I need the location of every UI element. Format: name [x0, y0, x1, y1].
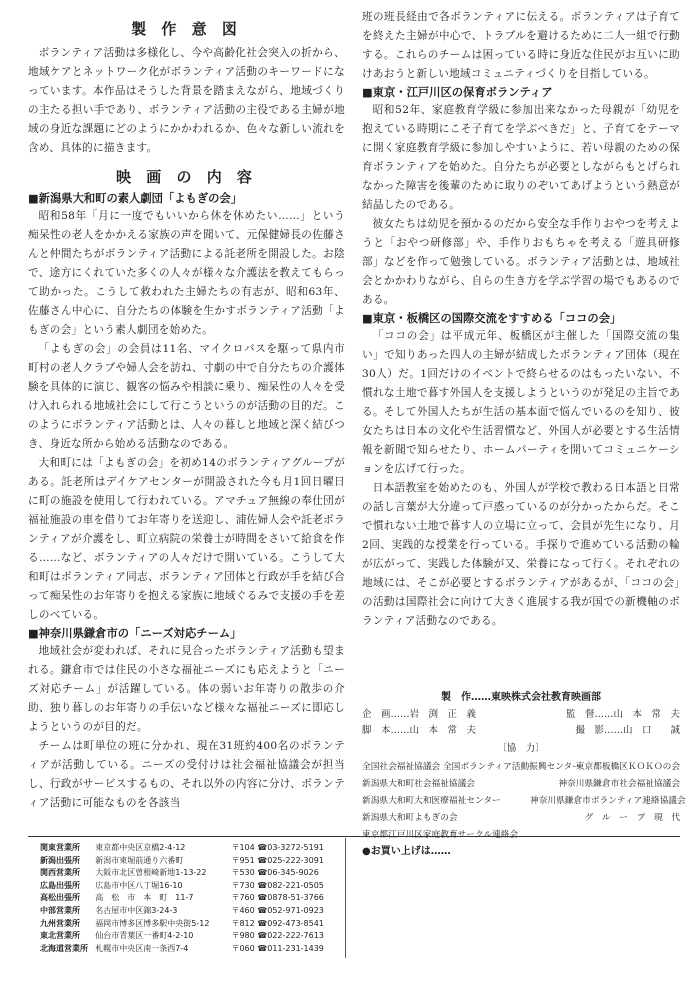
office-row [40, 842, 340, 855]
office-address: 広島市中区八丁堀16-10 [95, 880, 183, 890]
office-name: 中部営業所 [40, 905, 80, 915]
office-name: 広島出張所 [40, 880, 80, 890]
org-name: 新潟県大和町大和医療福祉センター [362, 796, 501, 806]
supervision-credit: 監 督……山 本 常 夫 [565, 709, 680, 720]
office-tel: 〒951 ☎025-222-3091 [231, 855, 324, 865]
section-heading-kamakura: ■神奈川県鎌倉市の「ニーズ対応チーム」 [28, 627, 242, 640]
office-address: 東京都中央区京橋2-4-12 [95, 843, 186, 852]
office-address: 新潟市東堀前通り六番町 [95, 855, 184, 865]
camera-credit: 撮 影……山 口 誠 [575, 725, 680, 736]
divider [28, 836, 680, 837]
office-tel: 〒980 ☎022-222-7613 [231, 931, 324, 941]
paragraph: 彼女たちは幼児を預かるのだから安全な手作りおやつを考えようと「おやつ研修部」や、手作りおもちゃを考える「遊具研修部」などを作って勉強している。ボランティア活動とは、地域社会とかかわりながら、自らの生き方を学ぶ学習の場でもあるのである。 [362, 218, 680, 306]
office-tel: 〒460 ☎052-971-0923 [231, 905, 324, 915]
office-tel: 〒730 ☎082-221-0505 [231, 880, 324, 890]
office-list [40, 842, 340, 955]
office-row [40, 930, 340, 943]
script-credit: 脚 本……山 本 常 夫 [362, 725, 477, 736]
paragraph: チームは町単位の班に分かれ、現在31班約400名のボランティアが活動している。ニーズの受付けは社会福祉協議会が担当し、行政がサービスするもの、それ以外の内容に分け、ボランティア活動に可能なものを各該当 [28, 740, 345, 809]
office-row [40, 892, 340, 905]
paragraph: 昭和58年「月に一度でもいいから休を休めたい……」という痴呆性の老人をかかえる家族の声を聞いて、元保健婦長の佐藤さんと仲間たちがボランティア活動による託老所を開設した。お陰で、途方にくれていた多くの人々が様々な介護法を教えてもらって助かった。こうして救われた主婦たちの有志が、昭和63年、佐藤さん中心に、自分たちの体験を生かすボランティア活動「よもぎの会」という素人劇団を始めた。 [28, 210, 345, 336]
office-row [40, 905, 340, 918]
office-address: 札幌市中央区南一条西7-4 [95, 943, 189, 953]
section-heading-yomogi: ■新潟県大和町の素人劇団「よもぎの会」 [28, 192, 243, 205]
section-heading-edogawa: ■東京・江戸川区の保育ボランティア [362, 86, 553, 99]
office-address: 高 松 市 本 町 11-7 [95, 893, 194, 903]
office-row [40, 867, 340, 880]
office-name: 九州営業所 [40, 918, 80, 928]
org-name: 東京都板橋区ＫＯＫＯの会 [575, 762, 680, 772]
office-name: 関東営業所 [40, 843, 80, 852]
intent-text: ボランティア活動は多様化し、今や高齢化社会突入の折から、地域ケアとネットワーク化がボランティア活動のキーワードになっています。本作品はそうした背景を踏まえながら、地域づくりの主たる担い手であり、ボランティア活動の主役である主婦が地域の身近な課題にどのようにかかわれるか、色々な新しい流れを含め、具体的に描きます。 [28, 47, 345, 154]
office-tel: 〒060 ☎011-231-1439 [231, 943, 324, 953]
org-name: 神奈川県鎌倉市社会福祉協議会 [558, 779, 680, 789]
paragraph: 昭和52年、家庭教育学級に参加出来なかった母親が「幼児を抱えている時期にこそ子育てを学ぶべきだ」と、子育てをテーマに開く家庭教育学級に参加しやすいように、若い母親のための保育ボランティアを始めた。自分たちが必要としながらもとげられなかった障害を後輩のために取りのぞいてあげようという熱意が結晶したのである。 [362, 104, 680, 211]
divider-vertical [345, 838, 346, 958]
section-heading-itabashi: ■東京・板橋区の国際交流をすすめる「ココの会」 [362, 312, 622, 325]
paragraph: 「よもぎの会」の会員は11名、マイクロバスを駆って県内市町村の老人クラブや婦人会を訪ね、寸劇の中で自分たちの介護体験を具体的に演じ、観客の悩みや相談に乗り、痴呆性の人々を受け入れられる地域社会にして行こうというのが活動の目的だ。このようにボランティア活動とは、人々の暮しと地域と深く結びつき、身近な所から始める活動なのである。 [28, 343, 345, 450]
office-name: 東北営業所 [40, 931, 80, 941]
office-address: 福岡市博多区博多駅中央街5-12 [95, 918, 210, 928]
org-name: 神奈川県鎌倉市ボランティア連絡協議会 [530, 796, 686, 806]
office-name: 高松出張所 [40, 893, 80, 903]
office-address: 大阪市北区曽根崎新地1-13-22 [95, 868, 207, 878]
org-name: 新潟県大和町社会福祉協議会 [362, 779, 475, 789]
credits-block [362, 688, 686, 844]
purchase-label: ●お買い上げは…… [362, 846, 451, 857]
office-name: 北海道営業所 [40, 943, 88, 953]
office-tel: 〒760 ☎0878-51-3766 [231, 893, 324, 903]
right-column [362, 0, 680, 631]
office-tel: 〒530 ☎06-345-9026 [231, 868, 319, 878]
office-address: 仙台市青葉区一番町4-2-10 [95, 931, 194, 941]
office-address: 名古屋市中区錦3-24-3 [95, 905, 178, 915]
paragraph: 大和町には「よもぎの会」を初め14のボランティアグループがある。託老所はデイケアセンターが開設された今も月1回日曜日に町の施設を使用して行われている。アマチュア無線の奉仕団が福祉施設の車を借りてお年寄りを送迎し、浦佐婦人会や託老ボランティアが介護をし、町立病院の栄養士が時間をさいて給食を作る……など、ボランティアの人々だけで開いている。こうして大和町はボランティア同志、ボランティア団体と行政が手を結び合って痴呆性のお年寄りを抱える家族に地域ぐるみで支援の手を差しのべている。 [28, 457, 345, 621]
org-name: 新潟県大和町よもぎの会 [362, 813, 458, 823]
office-row [40, 918, 340, 931]
office-row [40, 855, 340, 868]
paragraph: 地域社会が変われば、それに見合ったボランティア活動も望まれる。鎌倉市では住民の小さな福祉ニーズにも応えようと「ニーズ対応チーム」が活躍している。体の弱いお年寄りの散歩の介助、独り暮しのお年寄りの手伝いなど様々な福祉ニーズに即応しようというのが目的だ。 [28, 645, 345, 733]
paragraph: 「ココの会」は平成元年、板橋区が主催した「国際交流の集い」で知りあった四人の主婦が結成したボランティア団体（現在30人）だ。1回だけのイベントで終らせるのはもったいない、不慣れな土地で暮す外国人を支援しようというのが発足の主旨である。そして外国人たちが生活の基本面で悩んでいるのを知り、彼女たちは日本の文化や生活習慣など、外国人が必要とする生活情報を新聞で知らせたり、ホームパーティを開いてコミュニケーションを広げて行った。 [362, 330, 680, 475]
org-name: 全国社会福祉協議会 全国ボランティア活動振興センター [362, 762, 581, 772]
left-column [28, 0, 345, 813]
paragraph: 日本語教室を始めたのも、外国人が学校で教わる日本語と日常の話し言葉が大分違って戸惑っているのが分かったからだ。そこで慣れない土地で暮す人の立場に立って、会員が先生になり、月2回、実践的な授業を行っている。手探りで進めている活動の輪が広がって、実践した体験が又、栄養になって行く。それぞれの地域には、そこが必要とするボランティアがあるが、「ココの会」の活動は国際社会に向けて大きく進展する我が国での新機軸のボランティア活動なのである。 [362, 482, 680, 627]
org-name: 東京都江戸川区家庭教育サークル連絡会 [362, 830, 519, 840]
office-row [40, 943, 340, 956]
office-tel: 〒812 ☎092-473-8541 [231, 918, 324, 928]
cooperation-label: 〔協 力〕 [497, 743, 545, 754]
intent-title: 製 作 意 図 [131, 20, 242, 38]
production-credit: 製 作……東映株式会社教育映画部 [441, 692, 601, 703]
paragraph: 班の班長経由で各ボランティアに伝える。ボランティアは子育てを終えた主婦が中心で、トラブルを避けるために二人一組で行動する。これらのチームは困っている時に身近な住民がお互いに助けあおうと新しい地域コミュニティづくりを目指している。 [362, 11, 680, 80]
content-title: 映 画 の 内 容 [116, 168, 257, 186]
org-name: グ ル ー プ 現 代 [584, 813, 680, 823]
planning-credit: 企 画……岩 渕 正 義 [362, 709, 477, 720]
office-name: 関西営業所 [40, 868, 80, 878]
office-name: 新潟出張所 [40, 855, 80, 865]
office-row [40, 880, 340, 893]
office-tel: 〒104 ☎03-3272-5191 [231, 843, 324, 852]
